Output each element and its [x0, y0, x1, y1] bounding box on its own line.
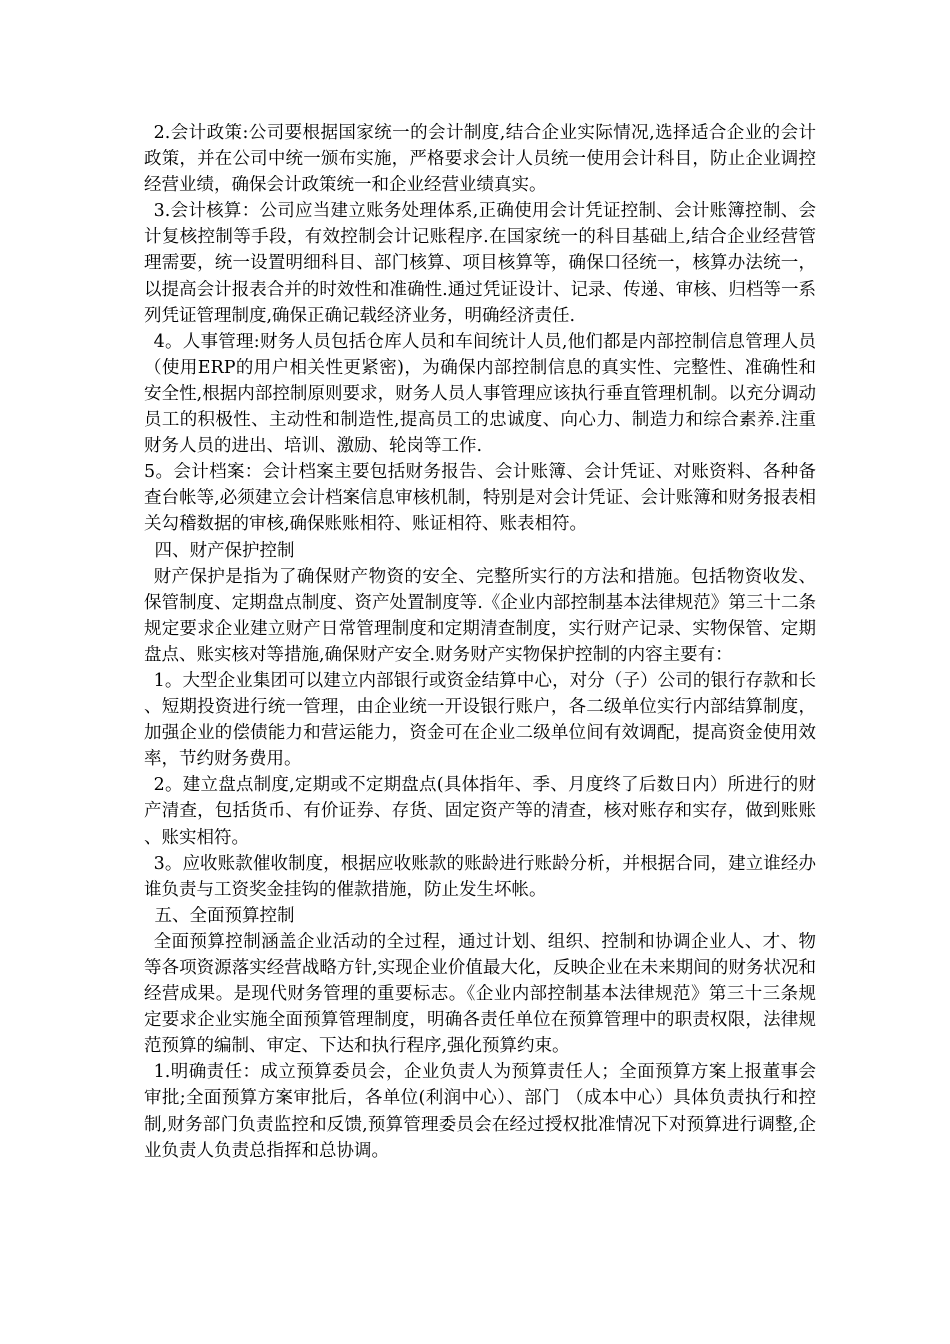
- paragraph-accounting-archives: 5。会计档案：会计档案主要包括财务报告、会计账簿、会计凭证、对账资料、各种备查台帐等,必须建立会计档案信息审核机制，特别是对会计凭证、会计账簿和财务报表相关勾稽数据的审核,确保账账相符、账证相符、账表相符。: [144, 462, 816, 535]
- document-body: [144, 120, 816, 1164]
- section-heading-budget-control: 五、全面预算控制: [154, 905, 295, 926]
- paragraph-personnel-management: 4。人事管理:财务人员包括仓库人员和车间统计人员,他们都是内部控制信息管理人员（使用ERP的用户相关性更紧密)，为确保内部控制信息的真实性、完整性、准确性和安全性,根据内部控制原则要求，财务人员人事管理应该执行垂直管理机制。以充分调动员工的积极性、主动性和制造性,提高员工的忠诚度、向心力、制造力和综合素养.注重财务人员的进出、培训、激励、轮岗等工作.: [144, 331, 816, 457]
- paragraph-property-protection-intro: 财产保护是指为了确保财产物资的安全、完整所实行的方法和措施。包括物资收发、保管制度、定期盘点制度、资产处置制度等.《企业内部控制基本法律规范》第三十二条规定要求企业建立财产日常管理制度和定期清查制度，实行财产记录、实物保管、定期盘点、账实核对等措施,确保财产安全.财务财产实物保护控制的内容主要有：: [144, 566, 816, 665]
- paragraph-clear-responsibility: 1.明确责任：成立预算委员会，企业负责人为预算责任人；全面预算方案上报董事会审批;全面预算方案审批后，各单位(利润中心）、部门 （成本中心）具体负责执行和控制,财务部门负责监控和反馈,预算管理委员会在经过授权批准情况下对预算进行调整,企业负责人负责总指挥和总协调。: [144, 1062, 816, 1161]
- paragraph-inventory-count: 2。建立盘点制度,定期或不定期盘点(具体指年、季、月度终了后数日内）所进行的财产清查，包括货币、有价证券、存货、固定资产等的清查，核对账存和实存，做到账账、账实相符。: [144, 775, 816, 848]
- paragraph-accounting-policy: 2.会计政策:公司要根据国家统一的会计制度,结合企业实际情况,选择适合企业的会计政策，并在公司中统一颁布实施，严格要求会计人员统一使用会计科目，防止企业调控经营业绩，确保会计政策统一和企业经营业绩真实。: [144, 123, 816, 196]
- paragraph-receivables-collection: 3。应收账款催收制度，根据应收账款的账龄进行账龄分析，并根据合同，建立谁经办谁负责与工资奖金挂钩的催款措施，防止发生坏帐。: [144, 853, 816, 900]
- paragraph-accounting-calculation: 3.会计核算：公司应当建立账务处理体系,正确使用会计凭证控制、会计账簿控制、会计复核控制等手段，有效控制会计记账程序.在国家统一的科目基础上,结合企业经营管理需要，统一设置明细科目、部门核算、项目核算等，确保口径统一，核算办法统一，以提高会计报表合并的时效性和准确性.通过凭证设计、记录、传递、审核、归档等一系列凭证管理制度,确保正确记载经济业务，明确经济责任.: [144, 201, 816, 326]
- section-heading-property-protection: 四、财产保护控制: [154, 540, 295, 561]
- paragraph-internal-bank: 1。大型企业集团可以建立内部银行或资金结算中心，对分（子）公司的银行存款和长、短期投资进行统一管理，由企业统一开设银行账户，各二级单位实行内部结算制度，加强企业的偿债能力和营运能力，资金可在企业二级单位间有效调配，提高资金使用效率，节约财务费用。: [144, 670, 816, 770]
- paragraph-budget-control-intro: 全面预算控制涵盖企业活动的全过程，通过计划、组织、控制和协调企业人、才、物等各项资源落实经营战略方针,实现企业价值最大化，反映企业在未来期间的财务状况和经营成果。是现代财务管理的重要标志。《企业内部控制基本法律规范》第三十三条规定要求企业实施全面预算管理制度，明确各责任单位在预算管理中的职责权限，法律规范预算的编制、审定、下达和执行程序,强化预算约束。: [144, 931, 816, 1057]
